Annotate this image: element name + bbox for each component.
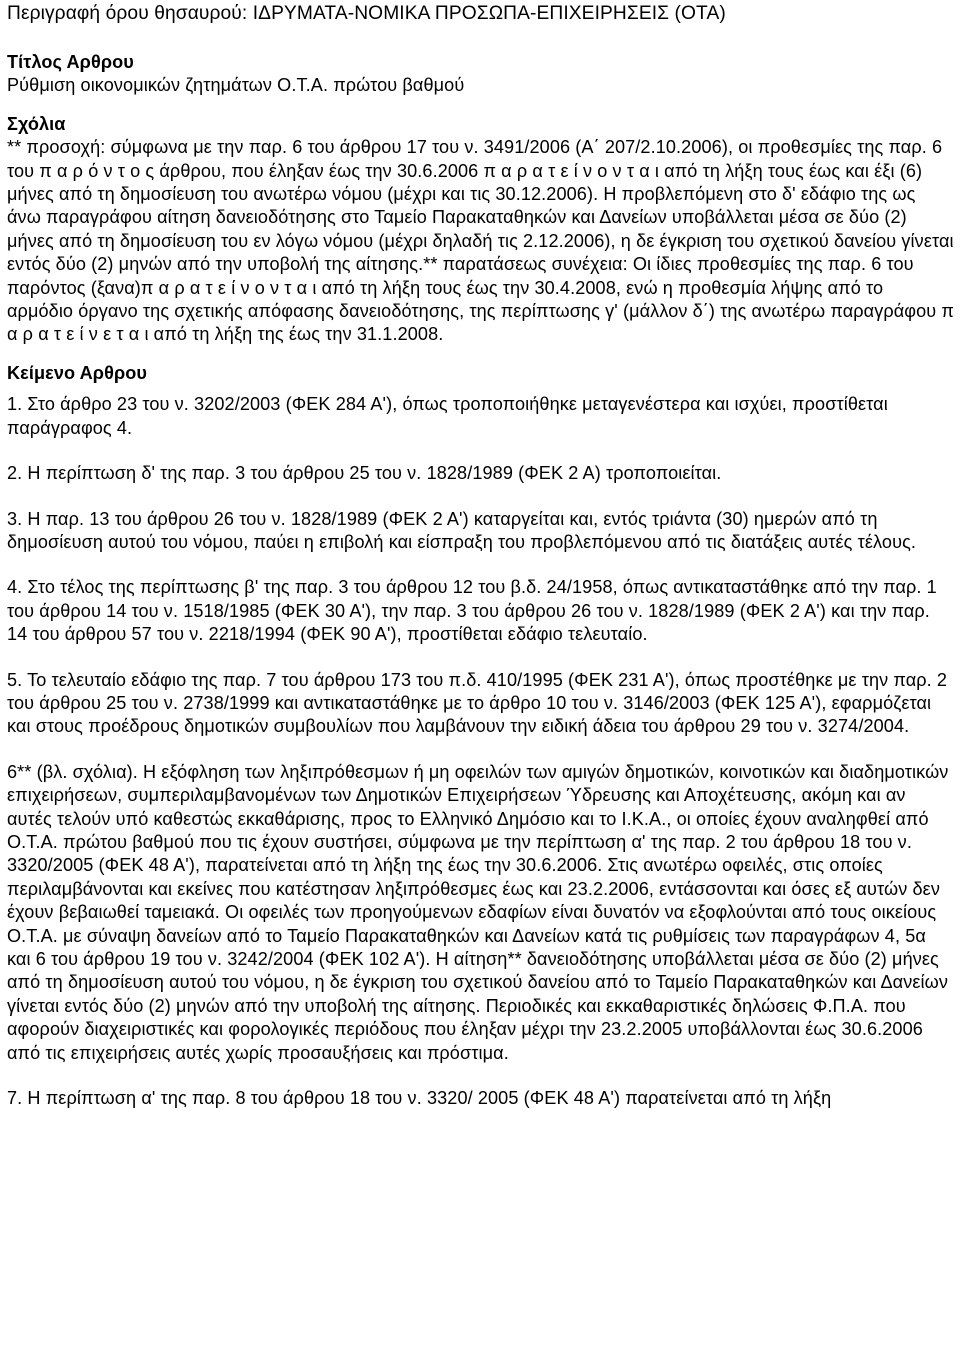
paragraph-2: 2. Η περίπτωση δ' της παρ. 3 του άρθρου 25 του ν. 1828/1989 (ΦΕΚ 2 Α) τροποποιείται. xyxy=(7,463,722,484)
article-title-label: Τίτλος Αρθρου xyxy=(7,52,134,72)
article-title-text: Ρύθμιση οικονομικών ζητημάτων Ο.Τ.Α. πρώτου βαθμού xyxy=(7,75,465,96)
spacer xyxy=(7,26,954,51)
paragraph-6: 6** (βλ. σχόλια). Η εξόφληση των ληξιπρόθεσμων ή μη οφειλών των αμιγών δημοτικών, κοινοτικών και διαδημοτικών επιχειρήσεων, συμπεριλαμβανομένων των Δημοτικών Επιχειρήσεων Ύδρευσης και Αποχέτευσης, ακόμη και αν αυτές τελούν υπό καθεστώς εκκαθάρισης, προς το Ελληνικό Δημόσιο και το Ι.Κ.Α., οι οποίες έχουν αναληφθεί από Ο.Τ.Α. πρώτου βαθμού που τις έχουν συστήσει, σύμφωνα με την περίπτωση α' της παρ. 2 του άρθρου 18 του ν. 3320/2005 (ΦΕΚ 48 Α'), παρατείνεται από τη λήξη της έως την 30.6.2006. Στις ανωτέρω οφειλές, στις οποίες περιλαμβάνονται και εκείνες που κατέστησαν ληξιπρόθεσμες έως και 23.2.2006, εντάσσονται και όσες εξ αυτών δεν έχουν βεβαιωθεί ταμειακά. Οι οφειλές των προηγούμενων εδαφίων είναι δυνατόν να εξοφλούνται από τους οικείους Ο.Τ.Α. με σύναψη δανείων από το Ταμείο Παρακαταθηκών και Δανείων κατά τις ρυθμίσεις των παραγράφων 4, 5α και 6 του άρθρου 19 του ν. 3242/2004 (ΦΕΚ 102 Α'). Η αίτηση** δανειοδότησης υποβάλλεται μέσα σε δύο (2) μήνες από τη δημοσίευση αυτού του νόμου, η δε έγκριση του σχετικού δανείου από το Ταμείο Παρακαταθηκών και Δανείων γίνεται εντός δύο (2) μηνών από την υποβολή της αίτησης. Περιοδικές και εκκαθαριστικές δηλώσεις Φ.Π.Α. που αφορούν διαχειριστικές και φορολογικές περιόδους που έληξαν μέχρι την 23.2.2005 υποβάλλονται έως 30.6.2006 από τις επιχειρήσεις αυτές χωρίς προσαυξήσεις και πρόστιμα. xyxy=(7,761,949,1063)
spacer xyxy=(7,385,954,393)
spacer xyxy=(7,647,954,669)
spacer xyxy=(7,554,954,576)
paragraph-7: 7. Η περίπτωση α' της παρ. 8 του άρθρου 18 του ν. 3320/ 2005 (ΦΕΚ 48 Α') παρατείνεται από τη λήξη xyxy=(7,1088,832,1109)
spacer xyxy=(7,1065,954,1087)
paragraph-5: 5. Το τελευταίο εδάφιο της παρ. 7 του άρθρου 173 του π.δ. 410/1995 (ΦΕΚ 231 Α'), όπως προστέθηκε με την παρ. 2 του άρθρου 25 του ν. 2738/1999 και αντικαταστάθηκε με το άρθρο 10 του ν. 3146/2003 (ΦΕΚ 125 Α'), εφαρμόζεται και στους προέδρους δημοτικών συμβουλίων που λαμβάνουν την ειδική άδεια του άρθρου 29 του ν. 3274/2004. xyxy=(7,669,948,737)
spacer xyxy=(7,739,954,761)
comments-text: ** προσοχή: σύμφωνα με την παρ. 6 του άρθρου 17 του ν. 3491/2006 (Α΄ 207/2.10.2006), οι προθεσμίες της παρ. 6 του π α ρ ό ν τ ο ς άρθρου, που έληξαν έως την 30.6.2006 π α ρ α τ ε ί ν ο ν τ α ι από τη λήξη τους έως και έξι (6) μήνες από τη δημοσίευση του ανωτέρω νόμου (μέχρι και τις 30.12.2006). Η προβλεπόμενη στο δ' εδάφιο της ως άνω παραγράφου αίτηση δανειοδότησης στο Ταμείο Παρακαταθηκών και Δανείων υποβάλλεται μέσα σε δύο (2) μήνες από τη δημοσίευση του εν λόγω νόμου (μέχρι δηλαδή τις 2.12.2006), η δε έγκριση του σχετικού δανείου γίνεται εντός δύο (2) μηνών από την υποβολή της αίτησης.** παρατάσεως συνέχεια: Οι ίδιες προθεσμίες της παρ. 6 του παρόντος (ξανα)π α ρ α τ ε ί ν ο ν τ α ι από τη λήξη τους έως την 30.4.2008, ενώ η προθεσμία λήψης από το αρμόδιο όργανο της σχετικής απόφασης δανειοδότησης, της περίπτωσης γ' (μάλλον δ΄) της ανωτέρω παραγράφου π α ρ α τ ε ί ν ε τ α ι από τη λήξη της έως την 31.1.2008. xyxy=(7,137,955,345)
page-title: Περιγραφή όρου θησαυρού: ΙΔΡΥΜΑΤΑ-ΝΟΜΙΚΑ ΠΡΟΣΩΠΑ-ΕΠΙΧΕΙΡΗΣΕΙΣ (ΟΤΑ) xyxy=(7,3,726,24)
document-page xyxy=(7,0,954,1110)
article-text-section xyxy=(7,362,954,1111)
paragraph-4: 4. Στο τέλος της περίπτωσης β' της παρ. 3 του άρθρου 12 του β.δ. 24/1958, όπως αντικαταστάθηκε από την παρ. 1 του άρθρου 14 του ν. 1518/1985 (ΦΕΚ 30 Α'), την παρ. 3 του άρθρου 26 του ν. 1828/1989 (ΦΕΚ 2 Α') και την παρ. 14 του άρθρου 57 του ν. 2218/1994 (ΦΕΚ 90 Α'), προστίθεται εδάφιο τελευταίο. xyxy=(7,577,937,645)
spacer xyxy=(7,486,954,508)
paragraph-1: 1. Στο άρθρο 23 του ν. 3202/2003 (ΦΕΚ 284 Α'), όπως τροποποιήθηκε μεταγενέστερα και ισχύει, προστίθεται παράγραφος 4. xyxy=(7,394,888,438)
paragraph-3: 3. Η παρ. 13 του άρθρου 26 του ν. 1828/1989 (ΦΕΚ 2 Α') καταργείται και, εντός τριάντα (30) ημερών από τη δημοσίευση αυτού του νόμου, παύει η επιβολή και είσπραξη του προβλεπόμενου από τις διατάξεις αυτές τέλους. xyxy=(7,508,917,552)
article-text-label: Κείμενο Αρθρου xyxy=(7,362,148,383)
spacer xyxy=(7,98,954,113)
comments-section xyxy=(7,113,954,347)
comments-label: Σχόλια xyxy=(7,113,66,134)
article-title-section xyxy=(7,51,954,98)
spacer xyxy=(7,347,954,362)
spacer xyxy=(7,440,954,462)
